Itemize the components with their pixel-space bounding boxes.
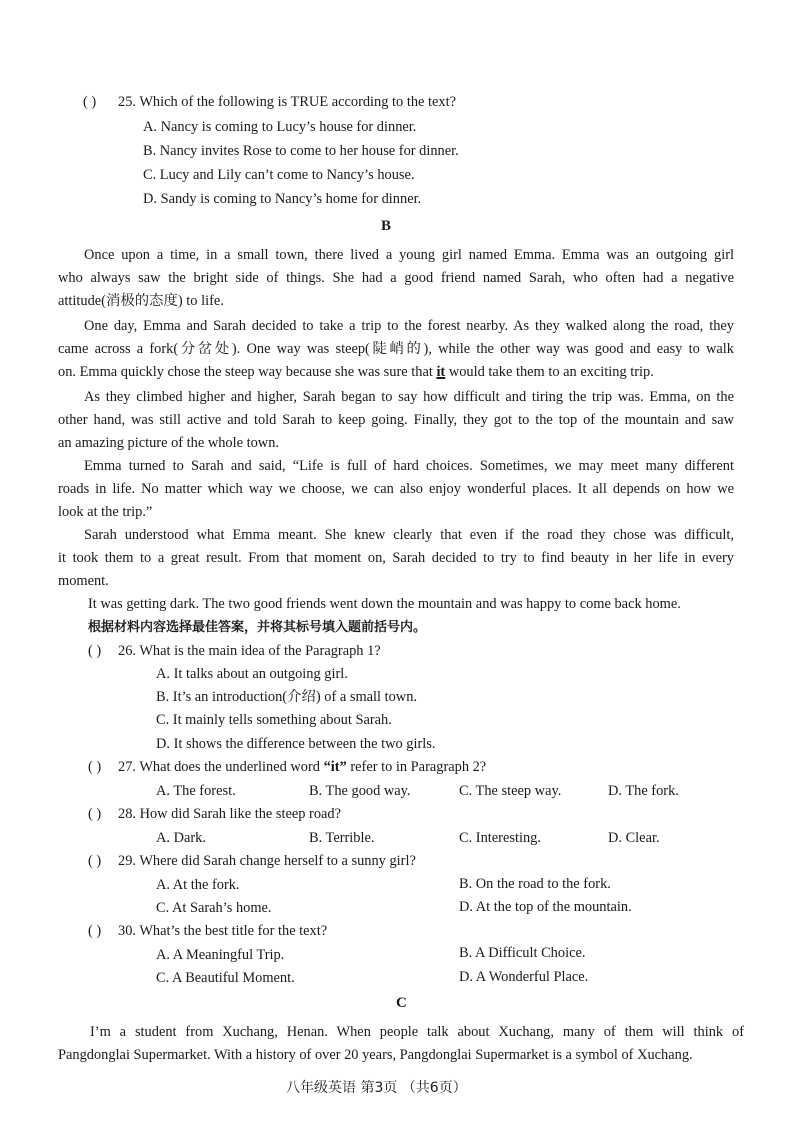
q25-stem: 25. Which of the following is TRUE according to the text? [118, 94, 456, 110]
section-b-instruction: 根据材料内容选择最佳答案，并将其标号填入题前括号内。 [88, 620, 427, 635]
section-c-heading: C [396, 995, 407, 1011]
q27-option-c: C. The steep way. [459, 783, 562, 799]
q26-stem: 26. What is the main idea of the Paragraph 1? [118, 643, 381, 659]
page-footer: 八年级英语 第3页 （共6页） [286, 1080, 467, 1096]
q25-option-b: B. Nancy invites Rose to come to her house for dinner. [143, 143, 459, 159]
q28-stem: 28. How did Sarah like the steep road? [118, 806, 341, 822]
q25-option-a: A. Nancy is coming to Lucy’s house for dinner. [143, 119, 417, 135]
q28-option-a: A. Dark. [156, 830, 206, 846]
c-p1-line-2: Pangdonglai Supermarket. With a history of over 20 years, Pangdonglai Supermarket is a symbol of Xuchang. [58, 1047, 693, 1063]
q29-option-c: C. At Sarah’s home. [156, 900, 272, 916]
q28-option-c: C. Interesting. [459, 830, 541, 846]
p3-line-1: As they climbed higher and higher, Sarah began to say how difficult and tiring the trip was. Emma, on the [84, 389, 734, 405]
passage-b-paragraph-3 [58, 386, 734, 455]
q29-stem: 29. Where did Sarah change herself to a sunny girl? [118, 853, 416, 869]
q28-option-b: B. Terrible. [309, 830, 375, 846]
p5-line-3: moment. [58, 573, 109, 589]
p2-line-1: One day, Emma and Sarah decided to take a trip to the forest nearby. As they walked along the road, they [84, 318, 734, 334]
p2-line-2: came across a fork(分岔处). One way was steep(陡峭的), while the other way was good and easy to walk [58, 341, 734, 357]
q29-bracket[interactable]: ( ) [88, 853, 102, 869]
q30-stem: 30. What’s the best title for the text? [118, 923, 328, 939]
underlined-word-it: it [436, 364, 446, 380]
passage-c-paragraph-1 [58, 1021, 744, 1067]
passage-b-paragraph-2 [58, 315, 734, 384]
q28-option-d: D. Clear. [608, 830, 660, 846]
q27-option-a: A. The forest. [156, 783, 236, 799]
p2-line-3-before: on. Emma quickly chose the steep way because she was sure that [58, 364, 437, 380]
q25-option-d: D. Sandy is coming to Nancy’s home for dinner. [143, 191, 422, 207]
p1-line-1: Once upon a time, in a small town, there lived a young girl named Emma. Emma was an outgoing girl [84, 247, 734, 263]
q30-option-d: D. A Wonderful Place. [459, 969, 589, 985]
passage-b-paragraph-6: It was getting dark. The two good friends went down the mountain and was happy to come back home. [88, 596, 681, 612]
q27-bracket[interactable]: ( ) [88, 759, 102, 775]
p4-line-3: look at the trip.” [58, 504, 153, 520]
q27-option-d: D. The fork. [608, 783, 679, 799]
q29-option-b: B. On the road to the fork. [459, 876, 611, 892]
q29-option-d: D. At the top of the mountain. [459, 899, 632, 915]
p5-line-2: it took them to a great result. From that moment on, Sarah decided to try to find beauty in her life in every [58, 550, 734, 566]
p3-line-2: other hand, was still active and told Sarah to keep going. Finally, they got to the top of the mountain and saw [58, 412, 734, 428]
passage-b-paragraph-5 [58, 524, 734, 593]
q27-stem-word: “it” [323, 759, 347, 775]
q26-option-d: D. It shows the difference between the two girls. [156, 736, 436, 752]
q30-bracket[interactable]: ( ) [88, 923, 102, 939]
p4-line-2: roads in life. No matter which way we choose, we can also enjoy wonderful places. It all depends on how we [58, 481, 734, 497]
section-b-heading: B [381, 218, 392, 234]
q27-stem-before: 27. What does the underlined word [118, 759, 324, 775]
q25-option-c: C. Lucy and Lily can’t come to Nancy’s house. [143, 167, 415, 183]
q27-option-b: B. The good way. [309, 783, 411, 799]
q30-option-a: A. A Meaningful Trip. [156, 947, 285, 963]
q29-option-a: A. At the fork. [156, 877, 240, 893]
q25-bracket[interactable]: ( ) [83, 94, 97, 110]
passage-b-paragraph-1 [58, 244, 734, 313]
c-p1-line-1: I’m a student from Xuchang, Henan. When people talk about Xuchang, many of them will think of [90, 1024, 744, 1040]
q27-stem-after: refer to in Paragraph 2? [346, 759, 487, 775]
q28-bracket[interactable]: ( ) [88, 806, 102, 822]
q30-option-b: B. A Difficult Choice. [459, 945, 586, 961]
p2-line-3 [58, 361, 734, 384]
p4-line-1: Emma turned to Sarah and said, “Life is full of hard choices. Sometimes, we may meet many different [84, 458, 734, 474]
q27-stem [118, 760, 486, 774]
q26-option-c: C. It mainly tells something about Sarah. [156, 712, 392, 728]
q30-option-c: C. A Beautiful Moment. [156, 970, 295, 986]
q26-option-b: B. It’s an introduction(介绍) of a small town. [156, 689, 417, 705]
q26-option-a: A. It talks about an outgoing girl. [156, 666, 348, 682]
p1-line-3: attitude(消极的态度) to life. [58, 293, 224, 309]
p1-line-2: who always saw the bright side of things. She had a good friend named Sarah, who often had a negative [58, 270, 734, 286]
passage-b-paragraph-4 [58, 455, 734, 524]
p3-line-3: an amazing picture of the whole town. [58, 435, 279, 451]
p5-line-1: Sarah understood what Emma meant. She knew clearly that even if the road they chose was difficult, [84, 527, 734, 543]
q26-bracket[interactable]: ( ) [88, 643, 102, 659]
p2-line-3-after: would take them to an exciting trip. [445, 364, 654, 380]
